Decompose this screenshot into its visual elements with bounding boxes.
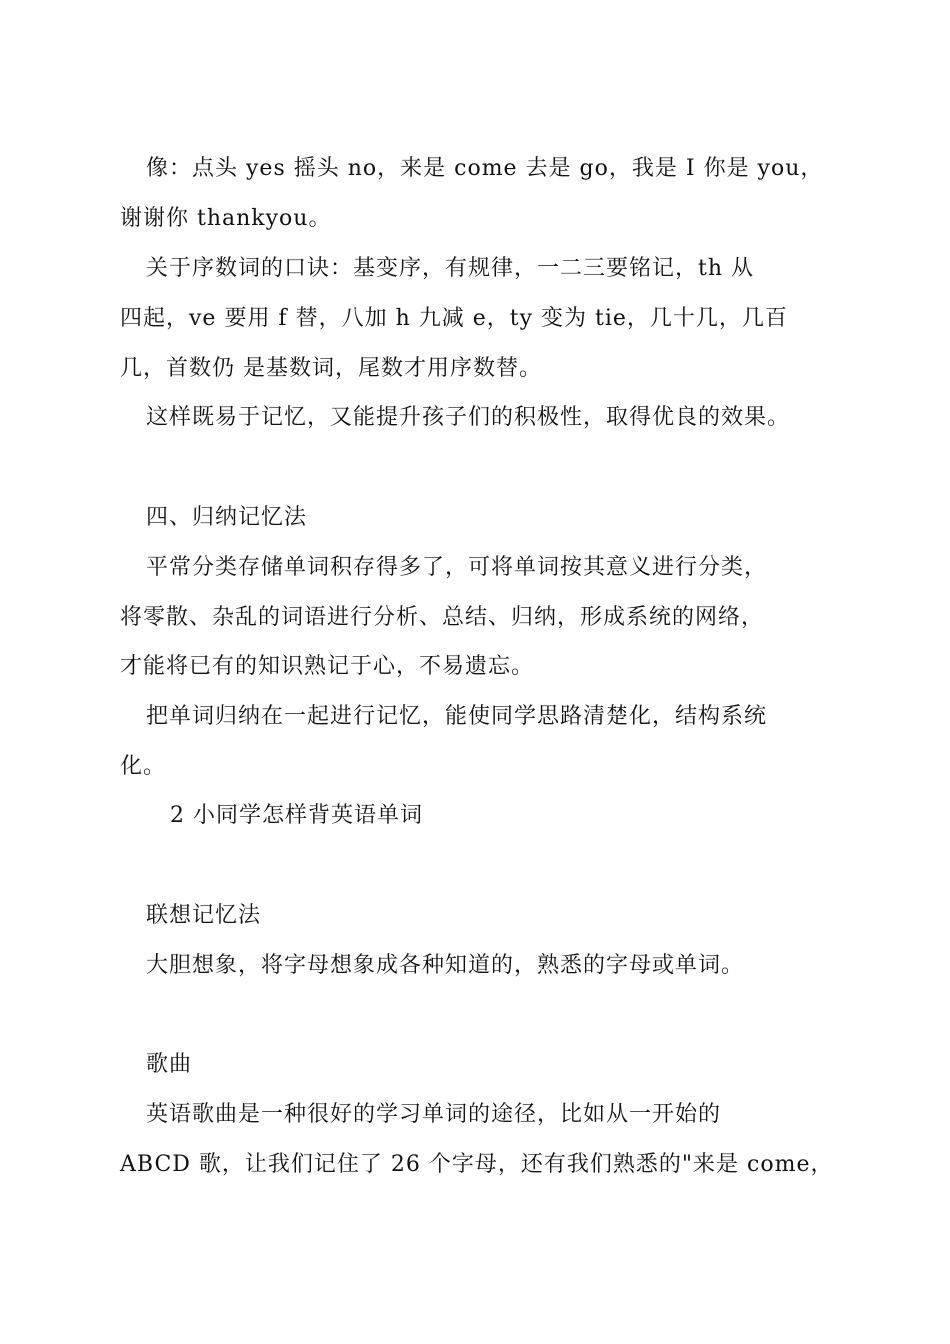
paragraph-line: 大胆想象，将字母想象成各种知道的，熟悉的字母或单词。 xyxy=(146,953,745,978)
paragraph-line: 像：点头 yes 摇头 no，来是 come 去是 go，我是 I 你是 you， xyxy=(146,156,824,181)
paragraph-line: 把单词归纳在一起进行记忆，能使同学思路清楚化，结构系统 xyxy=(146,704,768,729)
section-heading: 歌曲 xyxy=(146,1052,193,1077)
paragraph-line: 谢谢你 thankyou。 xyxy=(120,206,332,231)
paragraph-line: 平常分类存储单词积存得多了，可将单词按其意义进行分类， xyxy=(146,555,768,580)
paragraph-line: 才能将已有的知识熟记于心，不易遗忘。 xyxy=(120,654,535,679)
paragraph-line: 英语歌曲是一种很好的学习单词的途径，比如从一开始的 xyxy=(146,1102,722,1127)
paragraph-line: ABCD 歌，让我们记住了 26 个字母，还有我们熟悉的"来是 come， xyxy=(120,1152,834,1177)
paragraph-line: 将零散、杂乱的词语进行分析、总结、归纳，形成系统的网络， xyxy=(120,605,765,630)
paragraph-line: 四起，ve 要用 f 替，八加 h 九减 e，ty 变为 tie，几十几，几百 xyxy=(120,306,788,331)
paragraph-line: 关于序数词的口诀：基变序，有规律，一二三要铭记，th 从 xyxy=(146,256,755,281)
section-heading: 四、归纳记忆法 xyxy=(146,505,308,530)
paragraph-line: 这样既易于记忆，又能提升孩子们的积极性，取得优良的效果。 xyxy=(146,405,791,430)
paragraph-line: 几，首数仍 是基数词，尾数才用序数替。 xyxy=(120,356,542,381)
section-heading: 2 小同学怎样背英语单词 xyxy=(170,803,423,828)
section-heading: 联想记忆法 xyxy=(146,903,262,928)
paragraph-line: 化。 xyxy=(120,754,167,779)
